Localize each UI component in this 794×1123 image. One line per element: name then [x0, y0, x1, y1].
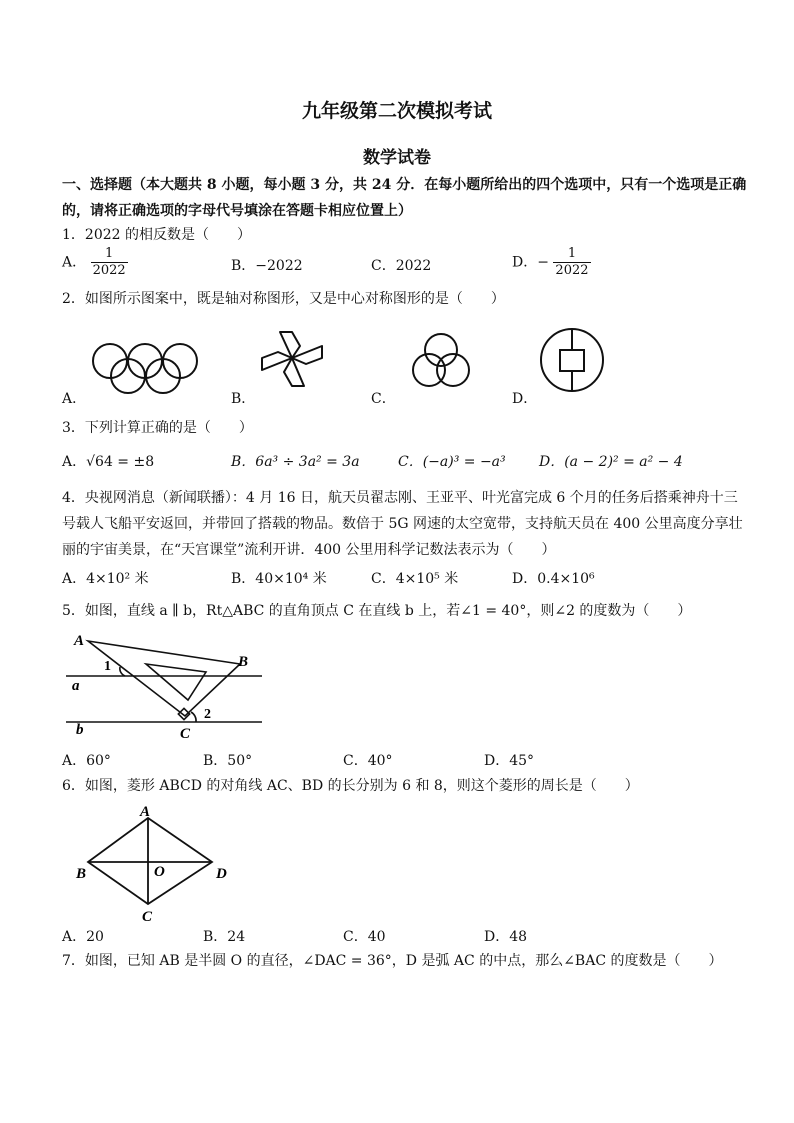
question-3-stem: 3．下列计算正确的是（ ）: [62, 420, 253, 436]
q6-label-A: A: [140, 804, 151, 820]
q1-option-b: B．−2022: [231, 258, 303, 274]
q4-option-a: A．4×10² 米: [62, 571, 149, 587]
question-6-stem: 6．如图，菱形 ABCD 的对角线 AC、BD 的长分别为 6 和 8，则这个菱形的周长是（ ）: [62, 778, 639, 794]
section-heading: [62, 172, 747, 224]
q2-option-b: B．: [231, 391, 256, 407]
q6-option-d: D．48: [484, 929, 528, 945]
q2-option-a: A．: [62, 391, 87, 407]
exam-title: 九年级第二次模拟考试: [301, 100, 492, 122]
q4-line-3: 丽的宇宙美景，在“天宫课堂”流利开讲．400 公里用科学记数法表示为（ ）: [62, 542, 556, 558]
q5-label-A: A: [74, 633, 85, 649]
question-7-stem: 7．如图，已知 AB 是半圆 O 的直径，∠DAC = 36°，D 是弧 AC 的中点，那么∠BAC 的度数是（ ）: [62, 953, 723, 969]
q1-option-d: [512, 246, 591, 279]
q5-label-b: b: [76, 722, 84, 738]
q3-option-d: D．(a − 2)² = a² − 4: [539, 454, 683, 470]
section-heading-line2: 的，请将正确选项的字母代号填涂在答题卡相应位置上）: [62, 203, 412, 219]
q6-label-C: C: [142, 909, 153, 924]
question-4-stem: [62, 485, 742, 563]
question-1-stem: 1．2022 的相反数是（ ）: [62, 227, 251, 243]
q1-option-a-fraction: [91, 246, 128, 279]
q5-option-c: C．40°: [343, 753, 393, 769]
q2-figure-coin: [538, 326, 608, 396]
section-heading-line1: 一、选择题（本大题共 8 小题，每小题 3 分，共 24 分．在每小题所给出的四个选项中，只有一个选项是正确: [62, 177, 747, 193]
q2-figure-pinwheel: [256, 328, 330, 390]
angle-2-arc: [191, 712, 196, 722]
question-5-stem: 5．如图，直线 a ∥ b，Rt△ABC 的直角顶点 C 在直线 b 上，若∠1 = 40°，则∠2 的度数为（ ）: [62, 603, 692, 619]
q2-option-d: D．: [512, 391, 538, 407]
q2-figure-triquetra: [398, 328, 484, 392]
triangle-inner: [146, 664, 206, 700]
q1-option-a: [62, 246, 128, 279]
q5-option-a: A．60°: [62, 753, 111, 769]
q2-option-c: C．: [371, 391, 396, 407]
q5-option-d: D．45°: [484, 753, 535, 769]
q1-option-d-fraction: [553, 246, 590, 279]
q5-label-angle-1: 1: [104, 659, 111, 674]
rhombus-outline: [88, 818, 212, 904]
q5-option-b: B．50°: [203, 753, 253, 769]
q4-line-2: 号载人飞船平安返回，并带回了搭载的物品。数倍于 5G 网速的太空宽带，支持航天员在 400 公里高度分享壮: [62, 516, 743, 532]
q6-option-c: C．40: [343, 929, 386, 945]
q6-option-b: B．24: [203, 929, 246, 945]
q1-a-numerator: 1: [91, 246, 128, 263]
q5-label-C: C: [180, 726, 191, 742]
q6-option-a: A．20: [62, 929, 104, 945]
q1-a-denominator: 2022: [92, 263, 126, 278]
q4-line-1: 4．央视网消息（新闻联播）：4 月 16 日，航天员翟志刚、王亚平、叶光富完成 6 个月的任务后搭乘神舟十三: [62, 490, 738, 506]
q6-label-D: D: [216, 866, 227, 882]
question-2-stem: 2．如图所示图案中，既是轴对称图形，又是中心对称图形的是（ ）: [62, 291, 505, 307]
q5-label-a: a: [72, 678, 80, 694]
q3-option-c: C．(−a)³ = −a³: [398, 454, 506, 470]
q4-option-d: D．0.4×10⁶: [512, 571, 595, 587]
q6-figure-rhombus: [70, 800, 240, 924]
q5-figure-parallel-lines: [62, 626, 272, 744]
q1-option-a-label: A．: [62, 254, 87, 271]
q1-d-numerator: 1: [553, 246, 590, 263]
q1-option-d-label: D．−: [512, 254, 549, 271]
q2-figure-olympic-rings: [88, 328, 208, 398]
q3-option-a: A．√64 = ±8: [62, 454, 155, 470]
q1-d-denominator: 2022: [555, 263, 589, 278]
q1-option-c: C．2022: [371, 258, 432, 274]
q6-label-B: B: [76, 866, 87, 882]
q3-option-b: B．6a³ ÷ 3a² = 3a: [231, 454, 360, 470]
q5-label-B: B: [238, 654, 249, 670]
exam-subtitle: 数学试卷: [363, 148, 431, 168]
q4-option-c: C．4×10⁵ 米: [371, 571, 459, 587]
q4-option-b: B．40×10⁴ 米: [231, 571, 327, 587]
q5-label-angle-2: 2: [204, 707, 211, 722]
q6-label-O: O: [154, 864, 165, 880]
